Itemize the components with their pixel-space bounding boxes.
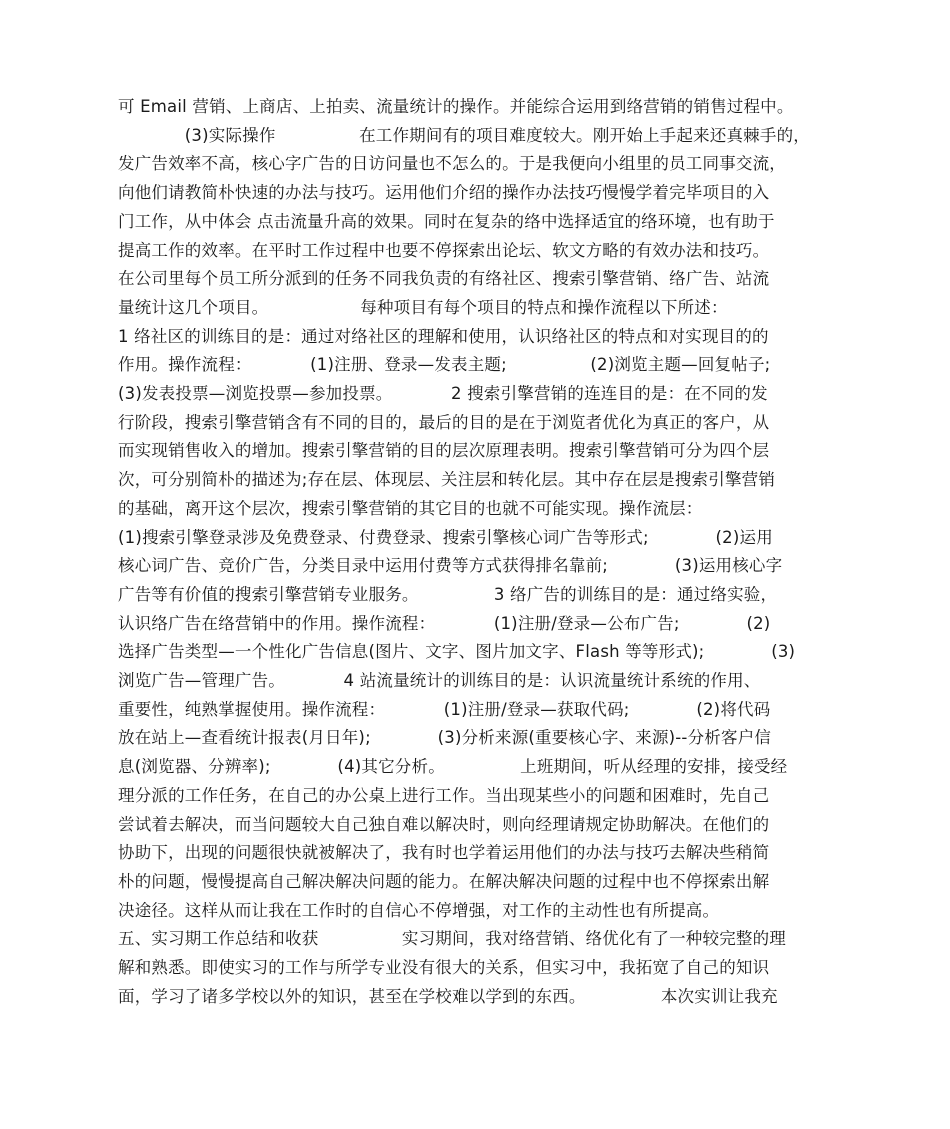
text-line: 决途径。这样从而让我在工作时的自信心不停增强，对工作的主动性也有所提高。 bbox=[118, 900, 720, 920]
section-heading-line: 五、实习期工作总结和收获 实习期间，我对络营销、络优化有了一种较完整的理 bbox=[118, 929, 786, 949]
text-line: 门工作，从中体会 点击流量升高的效果。同时在复杂的络中选择适宜的络环境，也有助于 bbox=[118, 211, 775, 231]
text-line: 1 络社区的训练目的是：通过对络社区的理解和使用，认识络社区的特点和对实现目的的 bbox=[118, 326, 769, 346]
text-line: 提高工作的效率。在平时工作过程中也要不停探索出论坛、软文方略的有效办法和技巧。 bbox=[118, 240, 770, 260]
text-line: 作用。操作流程： (1)注册、登录—发表主题; (2)浏览主题—回复帖子; bbox=[118, 355, 771, 375]
text-line: (3)发表投票—浏览投票—参加投票。 2 搜索引擎营销的连连目的是：在不同的发 bbox=[118, 384, 768, 404]
text-line: 面，学习了诸多学校以外的知识，甚至在学校难以学到的东西。 本次实训让我充 bbox=[118, 986, 778, 1006]
text-line: 重要性，纯熟掌握使用。操作流程： (1)注册/登录—获取代码; (2)将代码 bbox=[118, 699, 771, 719]
text-line: 协助下，出现的问题很快就被解决了，我有时也学着运用他们的办法与技巧去解决些稍简 bbox=[118, 843, 770, 863]
text-line: 而实现销售收入的增加。搜索引擎营销的目的层次原理表明。搜索引擎营销可分为四个层 bbox=[118, 441, 770, 461]
text-line: 选择广告类型—一个性化广告信息(图片、文字、图片加文字、Flash 等等形式); (3) bbox=[118, 642, 796, 662]
text-line: 在公司里每个员工所分派到的任务不同我负责的有络社区、搜索引擎营销、络广告、站流 bbox=[118, 269, 770, 289]
text-line: 浏览广告—管理广告。 4 站流量统计的训练目的是：认识流量统计系统的作用、 bbox=[118, 671, 761, 691]
text-line: 行阶段，搜索引擎营销含有不同的目的，最后的目的是在于浏览者优化为真正的客户，从 bbox=[118, 412, 770, 432]
text-line: 解和熟悉。即使实习的工作与所学专业没有很大的关系，但实习中，我拓宽了自己的知识 bbox=[118, 958, 770, 978]
text-line: 息(浏览器、分辨率); (4)其它分析。 上班期间，听从经理的安排，接受经 bbox=[118, 757, 788, 777]
text-line: 朴的问题，慢慢提高自己解决解决问题的能力。在解决解决问题的过程中也不停探索出解 bbox=[118, 871, 770, 891]
text-line: (1)搜索引擎登录涉及免费登录、付费登录、搜索引擎核心词广告等形式; (2)运用 bbox=[118, 527, 773, 547]
text-line: 次，可分别简朴的描述为;存在层、体现层、关注层和转化层。其中存在层是搜索引擎营销 bbox=[118, 470, 776, 490]
text-line: 认识络广告在络营销中的作用。操作流程： (1)注册/登录—公布广告; (2) bbox=[118, 613, 771, 633]
text-line: 量统计这几个项目。 每种项目有每个项目的特点和操作流程以下所述： bbox=[118, 297, 728, 317]
text-line: 理分派的工作任务，在自己的办公桌上进行工作。当出现某些小的问题和困难时，先自己 bbox=[118, 785, 770, 805]
body-text bbox=[118, 93, 834, 1012]
text-line: 核心词广告、竞价广告，分类目录中运用付费等方式获得排名靠前; (3)运用核心字 bbox=[118, 556, 783, 576]
text-line: 放在站上—查看统计报表(月日年); (3)分析来源(重要核心字、来源)--分析客户信 bbox=[118, 728, 772, 748]
text-line: 发广告效率不高，核心字广告的日访问量也不怎么的。于是我便向小组里的员工同事交流， bbox=[118, 154, 786, 174]
text-line: 向他们请教简朴快速的办法与技巧。运用他们介绍的操作办法技巧慢慢学着完毕项目的入 bbox=[118, 183, 770, 203]
text-line: (3)实际操作 在工作期间有的项目难度较大。刚开始上手起来还真棘手的， bbox=[118, 125, 810, 145]
text-line: 尝试着去解决，而当问题较大自己独自难以解决时，则向经理请规定协助解决。在他们的 bbox=[118, 814, 770, 834]
text-line: 的基础，离开这个层次，搜索引擎营销的其它目的也就不可能实现。操作流层： bbox=[118, 498, 703, 518]
text-line: 可 Email 营销、上商店、上拍卖、流量统计的操作。并能综合运用到络营销的销售过程中。 bbox=[118, 97, 794, 116]
text-line: 广告等有价值的搜索引擎营销专业服务。 3 络广告的训练目的是：通过络实验， bbox=[118, 584, 778, 604]
